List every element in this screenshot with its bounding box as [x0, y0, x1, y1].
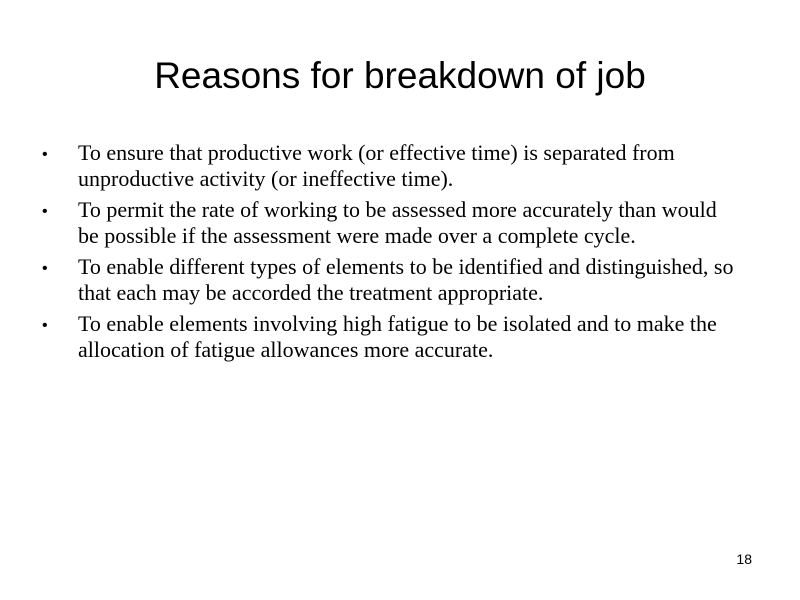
bullet-item: [42, 311, 742, 363]
bullet-list: [42, 140, 742, 368]
slide-title: Reasons for breakdown of job: [154, 55, 646, 96]
bullet-item: [42, 197, 742, 249]
bullet-item: [42, 254, 742, 306]
bullet-text: To ensure that productive work (or effective time) is separated from unproductive activity (or ineffective time).: [78, 140, 675, 191]
bullet-text: To enable elements involving high fatigue to be isolated and to make the allocation of fatigue allowances more accurate.: [78, 311, 717, 362]
bullet-item: [42, 140, 742, 192]
bullet-marker: •: [42, 203, 48, 220]
bullet-marker: •: [42, 146, 48, 163]
bullet-marker: •: [42, 260, 48, 277]
bullet-text: To enable different types of elements to be identified and distinguished, so that each may be accorded the treatment appropriate.: [78, 254, 734, 305]
page-number: 18: [736, 551, 752, 567]
bullet-marker: •: [42, 317, 48, 334]
bullet-text: To permit the rate of working to be assessed more accurately than would be possible if the assessment were made over a complete cycle.: [78, 197, 717, 248]
